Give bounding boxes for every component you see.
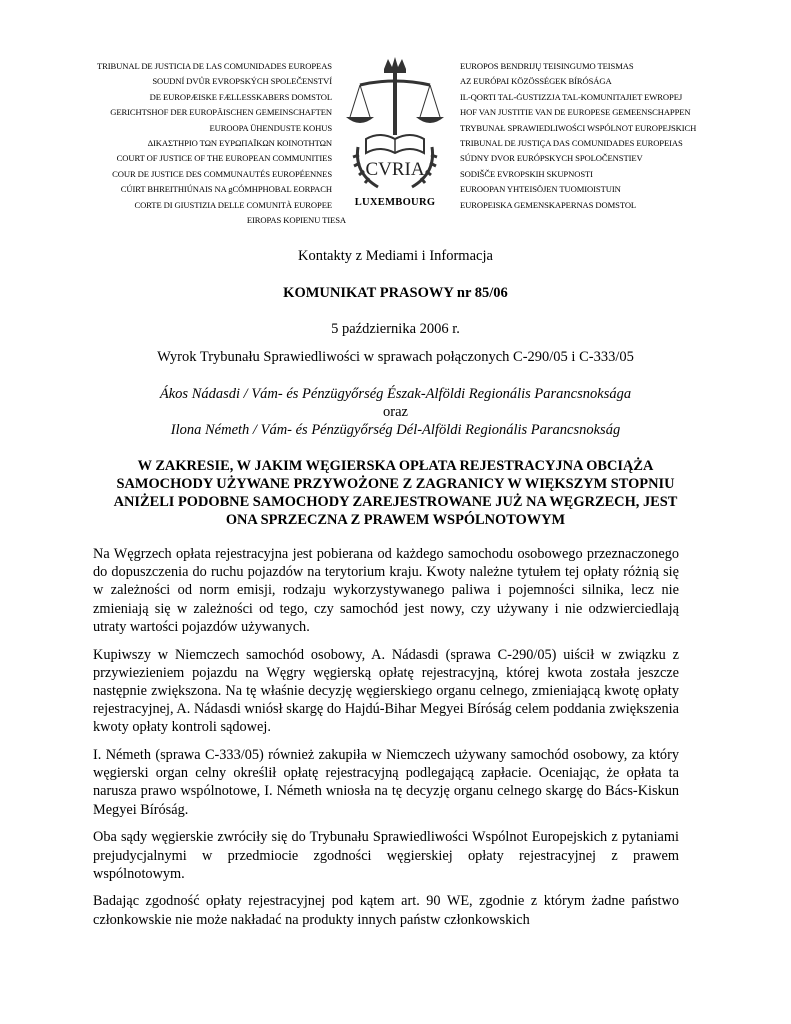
party-one: Ákos Nádasdi / Vám- és Pénzügyőrség Észak-Alföldi Regionális Parancsnoksága: [159, 386, 632, 402]
court-name: TRIBUNAL DE JUSTICIA DE LAS COMUNIDADES EUROPEAS: [96, 61, 332, 71]
court-name: SODIŠČE EVROPSKIH SKUPNOSTI: [460, 168, 593, 179]
court-name: COUR DE JUSTICE DES COMMUNAUTÉS EUROPÉENNES: [112, 168, 332, 179]
court-name: TRYBUNAŁ SPRAWIEDLIWOŚCI WSPÓLNOT EUROPEJSKICH: [460, 122, 697, 133]
paragraph: Na Węgrzech opłata rejestracyjna jest pobierana od każdego samochodu osobowego przeznaczonego do dopuszczenia do ruchu pojazdów na terytorium kraju. Kwoty należne tytułem tej opłaty różnią się w zależności od norm emisji, rodzaju wykorzystywanego paliwa i pojemności silnika, lecz nie zmieniają się w zależności od tego, czy samochód jest nowy, czy używany i nie odzwierciedlają utraty wartości pojazdów używanych.: [93, 546, 679, 635]
court-name: CORTE DI GIUSTIZIA DELLE COMUNITÀ EUROPEE: [134, 199, 332, 210]
paragraph: Badając zgodność opłaty rejestracyjnej pod kątem art. 90 WE, zgodnie z którym żadne państwo członkowskie nie może nakładać na produkty innych państw członkowskich: [93, 893, 679, 928]
scales-of-justice-icon: [340, 55, 450, 195]
court-names-right: [460, 59, 760, 213]
paragraph: Oba sądy węgierskie zwróciły się do Trybunału Sprawiedliwości Wspólnot Europejskich z pytaniami prejudycjalnymi w przedmiocie zgodności węgierskiej opłaty rejestracyjnej z prawem wspólnotowym.: [93, 829, 679, 882]
judgment-line: Wyrok Trybunału Sprawiedliwości w sprawach połączonych C-290/05 i C-333/05: [157, 349, 634, 365]
city-label: LUXEMBOURG: [354, 197, 436, 208]
court-name: SOUDNÍ DVŮR EVROPSKÝCH SPOLEČENSTVÍ: [152, 76, 332, 87]
contacts-line: Kontakty z Mediami i Informacja: [298, 248, 493, 264]
logo-text: CVRIA: [365, 159, 425, 180]
court-name: COURT OF JUSTICE OF THE EUROPEAN COMMUNITIES: [116, 153, 332, 164]
court-name: EUROPEISKA GEMENSKAPERNAS DOMSTOL: [460, 199, 637, 210]
court-name: CÚIRT BHREITHIÚNAIS NA gCÓMHPHOBAL EORPACH: [120, 184, 332, 195]
court-name: IL-QORTI TAL-ĠUSTIZZJA TAL-KOMUNITAJIET EWROPEJ: [460, 91, 683, 102]
release-date: 5 października 2006 r.: [331, 321, 460, 337]
court-name: ΔΙΚΑΣΤΗΡΙΟ ΤΩΝ ΕΥΡΩΠΑΪΚΩΝ ΚΟΙΝΟΤΗΤΩΝ: [147, 138, 332, 149]
headline: W ZAKRESIE, W JAKIM WĘGIERSKA OPŁATA REJESTRACYJNA OBCIĄŻA SAMOCHODY UŻYWANE PRZYWOŻONE Z ZAGRANICY W WIĘKSZYM STOPNIU ANIŻELI PODOBNE SAMOCHODY ZAREJESTROWANE JUŻ NA WĘGRZECH, JEST ONA SPRZECZNA Z PRAWEM WSPÓLNOTOWYM: [113, 458, 678, 528]
paragraph: I. Németh (sprawa C-333/05) również zakupiła w Niemczech używany samochód osobowy, za który węgierski organ celny określił opłatę rejestracyjną podlegającą zapłacie. Oceniając, że opłata ta narusza prawo wspólnotowe, I. Németh wniosła na tę decyzję organu celnego skargę do Bács-Kiskun Megyei Bíróság.: [93, 747, 679, 818]
paragraph: Kupiwszy w Niemczech samochód osobowy, A. Nádasdi (sprawa C-290/05) uiścił w związku z przywiezieniem pojazdu na Węgry węgierską opłatę rejestracyjną, której kwota została jeszcze następnie zwiększona. Na tę właśnie decyzję węgierskiego organu celnego, zmieniającą kwotę opłaty rejestracyjnej, A. Nádasdi wniósł skargę do Hajdú-Bihar Megyei Bíróság celem poddania zwiększenia kwoty opłaty kontroli sądowej.: [93, 646, 679, 736]
court-logo: [335, 55, 455, 215]
court-name: EUROOPA ÜHENDUSTE KOHUS: [209, 122, 332, 133]
court-name: DE EUROPÆISKE FÆLLESSKABERS DOMSTOL: [149, 91, 332, 102]
court-name: AZ EURÓPAI KÖZÖSSÉGEK BÍRÓSÁGA: [460, 76, 612, 87]
party-two: Ilona Németh / Vám- és Pénzügyőrség Dél-Alföldi Regionális Parancsnokság: [170, 422, 621, 438]
court-name: SÚDNY DVOR EURÓPSKYCH SPOLOČENSTIEV: [460, 153, 643, 164]
court-name: EIROPAS KOPIENU TIESA: [246, 215, 346, 226]
court-name: TRIBUNAL DE JUSTIÇA DAS COMUNIDADES EUROPEIAS: [460, 138, 683, 149]
conjunction: oraz: [383, 404, 408, 420]
court-name: EUROPOS BENDRIJŲ TEISINGUMO TEISMAS: [460, 61, 634, 71]
court-name: EUROOPAN YHTEISÖJEN TUOMIOISTUIN: [460, 184, 621, 195]
court-name: HOF VAN JUSTITIE VAN DE EUROPESE GEMEENSCHAPPEN: [460, 107, 691, 118]
body-text: [93, 545, 679, 938]
court-name: GERICHTSHOF DER EUROPÄISCHEN GEMEINSCHAFTEN: [110, 107, 332, 118]
release-title: KOMUNIKAT PRASOWY nr 85/06: [283, 285, 508, 301]
court-names-left: [40, 59, 346, 228]
